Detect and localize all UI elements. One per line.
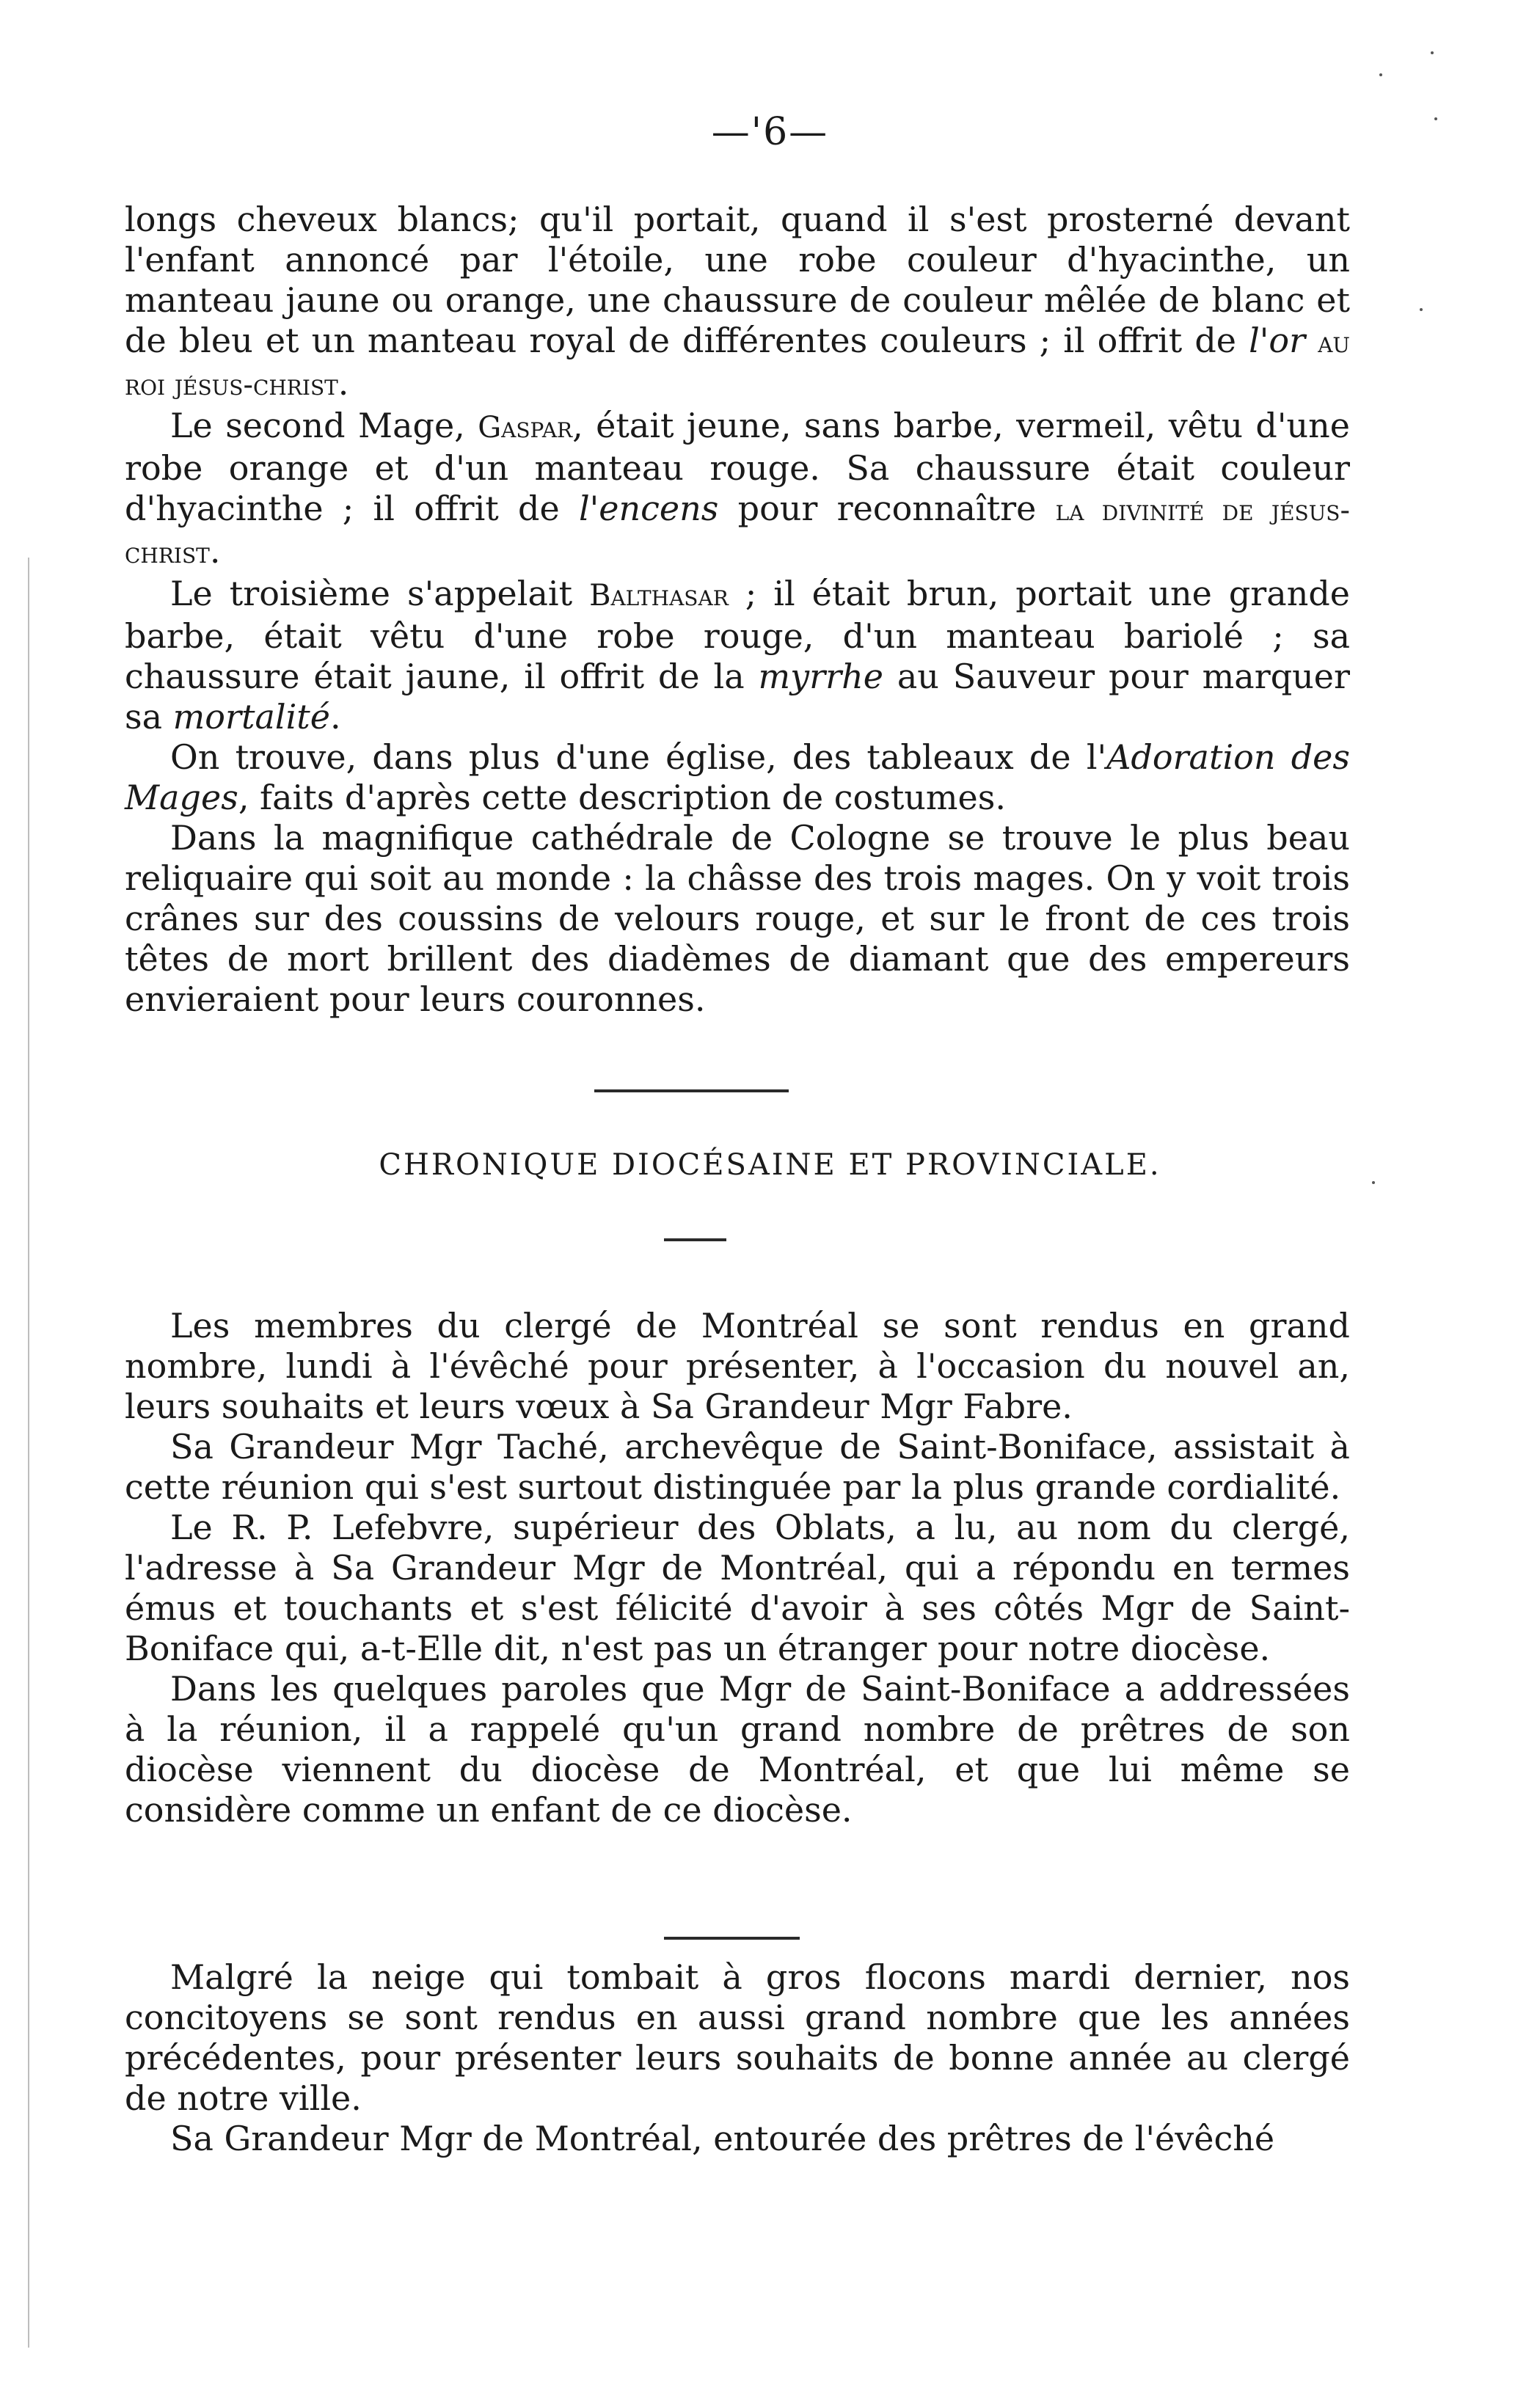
text-run: . — [209, 531, 221, 571]
paragraph-melchior — [125, 200, 1350, 406]
print-speck — [1379, 73, 1382, 76]
small-caps-run: Gaspar — [478, 411, 573, 445]
italic-run: l'encens — [578, 489, 719, 528]
text-run: . — [337, 363, 349, 403]
italic-run: l'or — [1249, 321, 1306, 360]
text-run: pour reconnaître — [718, 489, 1056, 528]
paragraph-saint-boniface: Dans les quelques paroles que Mgr de Saint-Boniface a addressées à la réunion, il a rappelé qu'un grand nombre de prêtres de son diocèse viennent du diocèse de Montréal, et que lui même se considère comme un enfant de ce diocèse. — [125, 1669, 1350, 1830]
page-number: —'6— — [711, 110, 829, 154]
paragraph-tableaux — [125, 737, 1350, 818]
small-caps-run: Balthasar — [589, 579, 729, 613]
paragraph-gaspar — [125, 406, 1350, 574]
paragraph-mgr-tache: Sa Grandeur Mgr Taché, archevêque de Saint-Boniface, assistait à cette réunion qui s'est surtout distinguée par la plus grande cordialité. — [125, 1427, 1350, 1507]
paragraph-balthasar — [125, 574, 1350, 737]
text-run: longs cheveux blancs; qu'il portait, quand il s'est prosterné devant l'enfant annoncé par l'étoile, une robe couleur d'hyacinthe, un manteau jaune ou orange, une chaussure de couleur mêlée de blanc et de bleu et un manteau royal de différentes couleurs ; il offrit de — [125, 200, 1350, 360]
small-caps-run: la divinité de jésus-christ — [125, 494, 1350, 570]
article-divider — [664, 1937, 800, 1940]
italic-run: myrrhe — [758, 657, 883, 696]
text-run: au Sauveur pour marquer sa — [125, 657, 1350, 737]
text-run: ; il était brun, portait une grande barbe, était vêtu d'une robe rouge, d'un manteau bariolé ; sa chaussure était jaune, il offrit de la — [125, 574, 1350, 696]
text-run — [1305, 321, 1318, 360]
margin-shadow — [28, 558, 29, 2348]
chronicle-article — [125, 1306, 1350, 1830]
text-run: . — [330, 697, 341, 737]
continued-article — [125, 200, 1350, 1020]
paragraph-cologne: Dans la magnifique cathédrale de Cologne se trouve le plus beau reliquaire qui soit au monde : la châsse des trois mages. On y voit trois crânes sur des coussins de velours rouge, et sur le front de ces trois têtes de mort brillent des diadèmes de diamant que des empereurs envieraient pour leurs couronnes. — [125, 818, 1350, 1019]
paragraph-lefebvre: Le R. P. Lefebvre, supérieur des Oblats, a lu, au nom du clergé, l'adresse à Sa Grandeur Mgr de Montréal, qui a répondu en termes émus et touchants et s'est félicité d'avoir à ses côtés Mgr de Saint-Boniface qui, a-t-Elle dit, n'est pas un étranger pour notre diocèse. — [125, 1508, 1350, 1668]
paragraph-clergy-visit: Les membres du clergé de Montréal se sont rendus en grand nombre, lundi à l'évêché pour présenter, à l'occasion du nouvel an, leurs souhaits et leurs vœux à Sa Grandeur Mgr Fabre. — [125, 1306, 1350, 1426]
section-heading: CHRONIQUE DIOCÉSAINE ET PROVINCIALE. — [379, 1148, 1161, 1182]
italic-run: Adoration des Mages — [125, 737, 1350, 817]
paragraph-snow: Malgré la neige qui tombait à gros flocons mardi dernier, nos concitoyens se sont rendus en aussi grand nombre que les années précédentes, pour présenter leurs souhaits de bonne année au clergé de notre ville. — [125, 1957, 1350, 2118]
section-divider — [594, 1089, 789, 1092]
heading-underline — [664, 1238, 726, 1241]
paragraph-eveche: Sa Grandeur Mgr de Montréal, entourée des prêtres de l'évêché — [170, 2119, 1275, 2158]
text-run: , faits d'après cette description de costumes. — [238, 778, 1006, 817]
text-run: , était jeune, sans barbe, vermeil, vêtu d'une robe orange et d'un manteau rouge. Sa chaussure était couleur d'hyacinthe ; il offrit de — [125, 406, 1350, 528]
text-run: On trouve, dans plus d'une église, des tableaux de l' — [170, 737, 1107, 777]
text-run: Le second Mage, — [170, 406, 478, 445]
new-year-article — [125, 1957, 1350, 2159]
text-run: Le troisième s'appelait — [170, 574, 590, 613]
italic-run: mortalité — [172, 697, 331, 737]
small-caps-run: au roi jésus-christ — [125, 326, 1351, 402]
print-speck — [1431, 51, 1434, 54]
print-speck — [1420, 308, 1423, 311]
